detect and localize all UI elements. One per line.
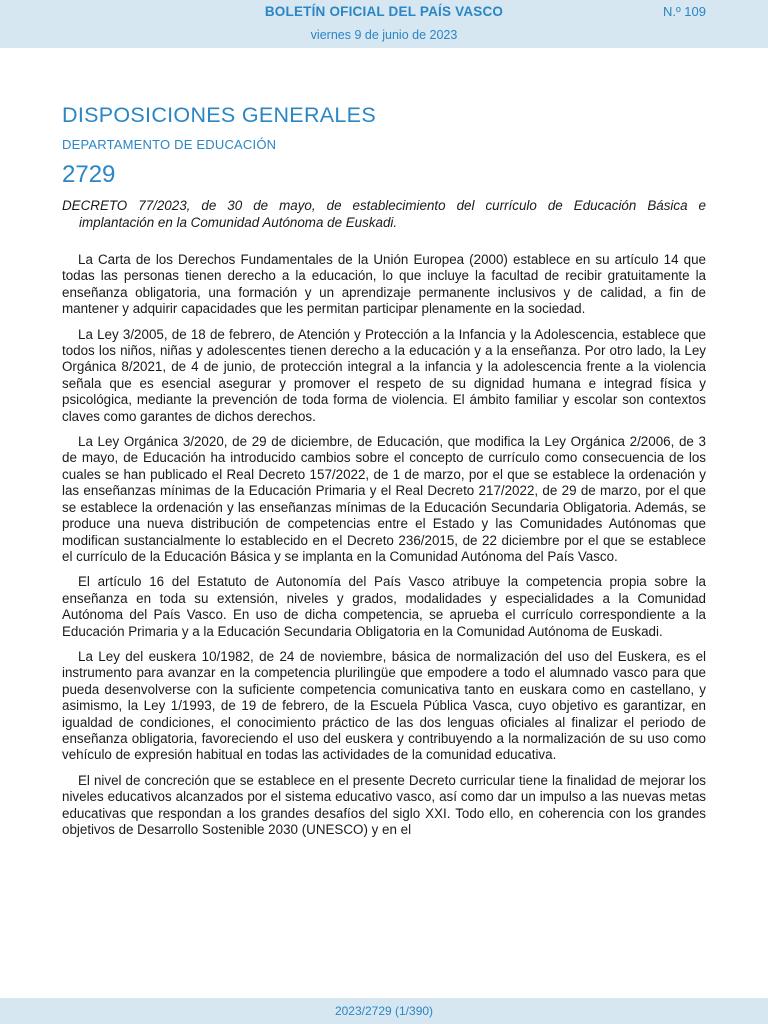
paragraph-4: El artículo 16 del Estatuto de Autonomía del País Vasco atribuye la competencia propia sobre la enseñanza en toda su extensión, niveles y grados, modalidades y especialidades a la Comunidad Autónoma del País Vasco. En uso de dicha competencia, se aprueba el currículo correspondiente a la Educación Primaria y a la Educación Secundaria Obligatoria en la Comunidad Autónoma de Euskadi.	[62, 574, 706, 639]
page-indicator: 2023/2729 (1/390)	[334, 1004, 434, 1018]
issue-number: N.º 109	[662, 4, 706, 19]
paragraph-3: La Ley Orgánica 3/2020, de 29 de diciembre, de Educación, que modifica la Ley Orgánica 2/2006, de 3 de mayo, de Educación ha introducido cambios sobre el concepto de currículo como consecuencia de los cuales se han publicado el Real Decreto 157/2022, de 1 de marzo, por el que se establece la ordenación y las enseñanzas mínimas de la Educación Primaria y el Real Decreto 217/2022, de 29 de marzo, por el que se establece la ordenación y las enseñanzas mínimas de la Educación Secundaria Obligatoria. Además, se produce una nueva distribución de competencias entre el Estado y las Comunidades Autónomas que modifican sustancialmente lo establecido en el Decreto 236/2015, de 22 diciembre por el que se establece el currículo de la Educación Básica y se implanta en la Comunidad Autónoma del País Vasco.	[62, 434, 706, 564]
issue-date: viernes 9 de junio de 2023	[310, 28, 458, 42]
paragraph-1: La Carta de los Derechos Fundamentales de la Unión Europea (2000) establece en su artículo 14 que todas las personas tienen derecho a la educación, lo que incluye la facultad de recibir gratuitamente la enseñanza obligatoria, una formación y un aprendizaje permanente inclusivos y de calidad, a fin de mantener y adquirir capacidades que les permitan participar plenamente en la sociedad.	[62, 252, 706, 317]
paragraph-6: El nivel de concreción que se establece en el presente Decreto curricular tiene la finalidad de mejorar los niveles educativos alcanzados por el sistema educativo vasco, así como dar un impulso a las nuevas metas educativas que respondan a los grandes desafíos del siglo XXI. Todo ello, en coherencia con los grandes objetivos de Desarrollo Sostenible 2030 (UNESCO) y en el	[62, 772, 706, 837]
page-footer	[0, 998, 768, 1024]
bulletin-title: BOLETÍN OFICIAL DEL PAÍS VASCO	[264, 4, 504, 19]
department-name: DEPARTAMENTO DE EDUCACIÓN	[62, 137, 277, 152]
paragraph-5: La Ley del euskera 10/1982, de 24 de noviembre, básica de normalización del uso del Euskera, es el instrumento para avanzar en la competencia plurilingüe que empodere a todo el alumnado vasco para que pueda desenvolverse con la suficiente competencia comunicativa tanto en euskara como en castellano, y asimismo, la Ley 1/1993, de 19 de febrero, de la Escuela Pública Vasca, cuyo objetivo es garantizar, en igualdad de condiciones, el conocimiento práctico de las dos lenguas oficiales al finalizar el periodo de enseñanza obligatoria, favoreciendo el uso del euskera y contribuyendo a la normalización de su uso como vehículo de expresión habitual en todas las actividades de la comunidad educativa.	[62, 648, 706, 763]
body-text	[62, 252, 706, 847]
document-number: 2729	[62, 161, 116, 188]
section-title: DISPOSICIONES GENERALES	[62, 103, 376, 127]
decree-title	[62, 198, 706, 231]
decree-title-line-2: implantación en la Comunidad Autónoma de Euskadi.	[79, 214, 398, 230]
decree-title-line-1: DECRETO 77/2023, de 30 de mayo, de establecimiento del currículo de Educación Básica e	[62, 198, 706, 213]
page-header	[0, 0, 768, 48]
paragraph-2: La Ley 3/2005, de 18 de febrero, de Atención y Protección a la Infancia y la Adolescencia, establece que todos los niños, niñas y adolescentes tienen derecho a la educación y a la enseñanza. Por otro lado, la Ley Orgánica 8/2021, de 4 de junio, de protección integral a la infancia y la adolescencia frente a la violencia señala que es esencial asegurar y promover el respeto de su dignidad humana e integrad física y psicológica, mediante la prevención de toda forma de violencia. El ámbito familiar y escolar son contextos claves como garantes de dichos derechos.	[62, 326, 706, 424]
